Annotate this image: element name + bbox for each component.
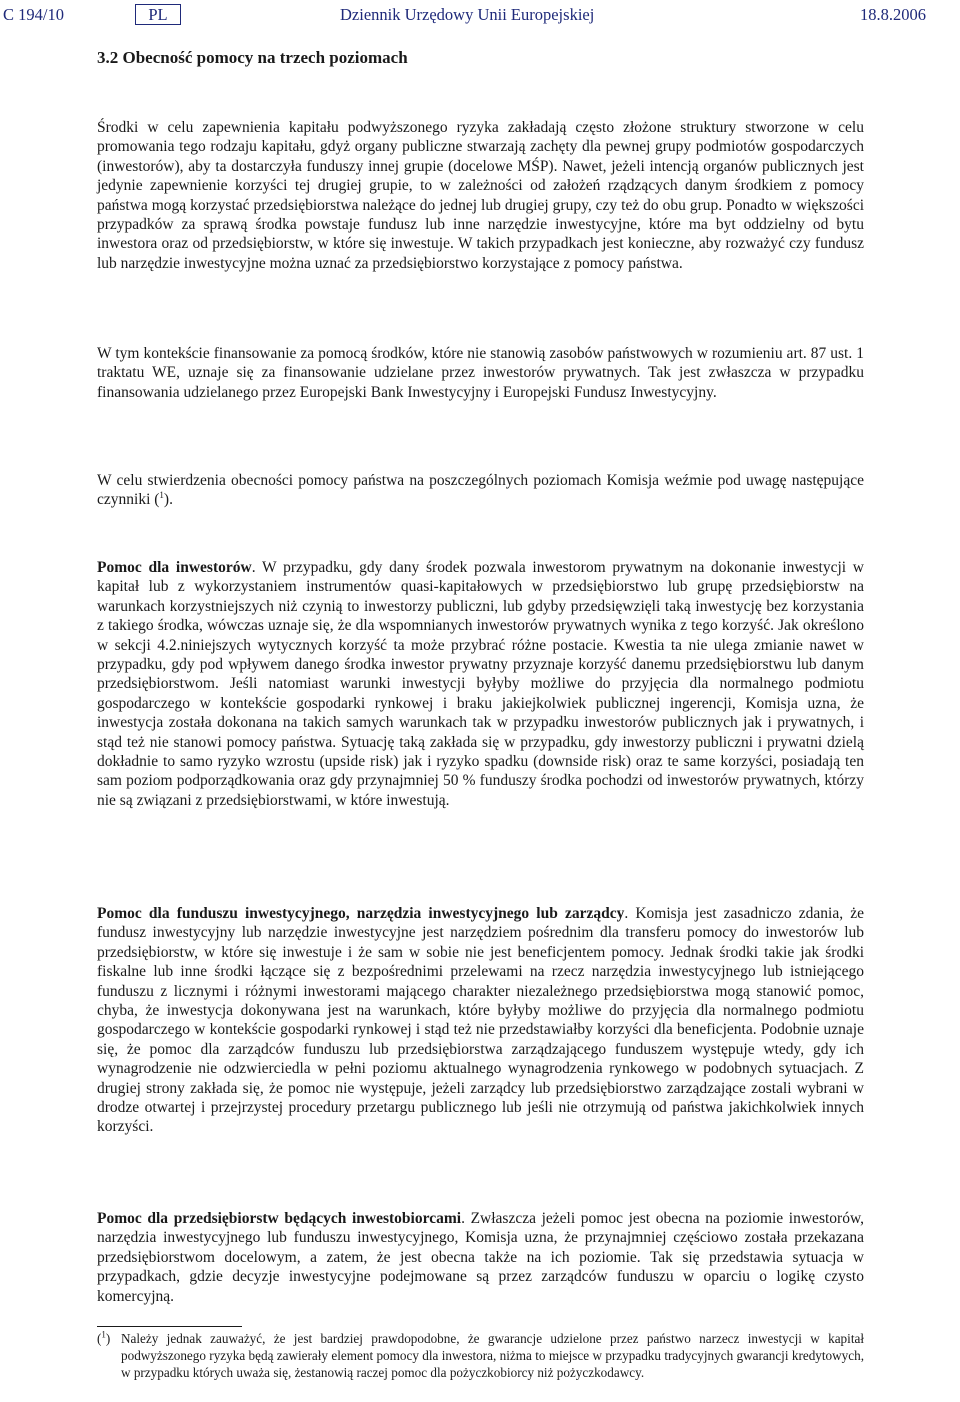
language-code: PL	[135, 4, 181, 25]
paragraph-text: W tym kontekście finansowanie za pomocą środków, które nie stanowią zasobów państwowych w rozumieniu art. 87 ust. 1 traktatu WE, uznaje się za finansowanie udzielane przez inwestorów prywatnych. Tak jest zwłaszcza w przypadku finansowania udzielanego przez Europejski Bank Inwestycyjny i Europejski Fundusz Inwestycyjny.	[97, 345, 864, 401]
paragraph-ebi-funding	[97, 344, 864, 402]
footnote-mark-number: 1	[101, 1329, 106, 1340]
paragraph-heading: Pomoc dla funduszu inwestycyjnego, narzędzia inwestycyjnego lub zarządcy	[97, 905, 625, 922]
paragraph-heading: Pomoc dla inwestorów	[97, 559, 252, 576]
paragraph-aid-enterprises	[97, 1209, 864, 1306]
paragraph-aid-fund	[97, 904, 864, 1137]
footnote-mark-close: )	[105, 1331, 111, 1346]
journal-title: Dziennik Urzędowy Unii Europejskiej	[340, 5, 595, 24]
paragraph-text: W celu stwierdzenia obecności pomocy państwa na poszczególnych poziomach Komisja weźmie pod uwagę następujące czynniki (	[97, 472, 864, 509]
paragraph-text: ).	[163, 491, 173, 509]
journal-reference: C 194/10	[3, 5, 64, 24]
footnote-divider	[97, 1326, 242, 1327]
paragraph-factors	[97, 471, 864, 510]
paragraph-structures	[97, 118, 864, 273]
footnote-marker	[97, 1330, 110, 1347]
footnote-text: Należy jednak zauważyć, że jest bardziej prawdopodobne, że gwarancje udzielone przez państwo narzecz inwestycji w kapitał podwyższonego ryzyka będą zawierały element pomocy dla inwestora, niżma to miejsce w przypadku tradycyjnych gwarancji kredytowych, w przypadku których uważa się, żestanowią raczej pomoc dla pożyczkobiorcy niż pożyczkodawcy.	[121, 1331, 864, 1380]
footnote-ref[interactable]: 1	[159, 490, 164, 501]
footnote	[97, 1330, 864, 1381]
section-title: 3.2 Obecność pomocy na trzech poziomach	[97, 48, 408, 67]
paragraph-text: Środki w celu zapewnienia kapitału podwyższonego ryzyka zakładają często złożone struktury stworzone w celu promowania tego rodzaju kapitału, gdyż organy publiczne stwarzają zachęty dla pewnej grupy podmiotów gospodarczych (inwestorów), aby ta dostarczyła funduszy innej grupie (docelowe MŚP). Nawet, jeżeli intencją organów publicznych jest jedynie zapewnienie korzyści tej drugiej grupie, to w zależności od założeń rządzących danym środkiem z pomocy państwa mogą korzystać przedsiębiorstwa należące do jednej lub drugiej grupy, czy też do obu grup. Ponadto w większości przypadków za sprawą środka powstaje fundusz lub inne narzędzie inwestycyjne, które ma byt oddzielny od bytu inwestora oraz od przedsiębiorstw, w które się inwestuje. W takich przypadkach jest konieczne, aby rozważyć czy fundusz lub narzędzie inwestycyjne można uznać za przedsiębiorstwo korzystające z pomocy państwa.	[97, 119, 864, 272]
paragraph-heading: Pomoc dla przedsiębiorstw będących inwestobiorcami	[97, 1210, 462, 1227]
paragraph-text: . W przypadku, gdy dany środek pozwala inwestorom prywatnym na dokonanie inwestycji w kapitał lub z wykorzystaniem instrumentów quasi-kapitałowych w przedsiębiorstwo lub grupę przedsiębiorstw na warunkach korzystniejszych niż czynią to inwestorzy publiczni, lub gdyby przedsięwzięli taką inwestycję bez korzystania z takiego środka, wówczas uznaje się, że dla wspomnianych inwestorów prywatnych wynika z tego korzyść. Jak określono w sekcji 4.2.niniejszych wytycznych korzyść ta może przybrać różne postacie. Kwestia ta nie ulega zmianie nawet w przypadku, gdy pod wpływem danego środka inwestor prywatny przyznaje korzyść danemu przedsiębiorstwu lub danym przedsiębiorstwom. Jeśli natomiast warunki inwestycji byłyby możliwe do przyjęcia dla normalnego podmiotu gospodarczego w kontekście gospodarki rynkowej i braku jakiejkolwiek publicznej ingerencji, Komisja uzna, że inwestycja została dokonana na takich samych warunkach tak w przypadku inwestorów publicznych jak i prywatnych, i stąd też nie stanowi pomocy państwa. Sytuację taką zakłada się w przypadku, gdy inwestorzy publiczni i prywatni dzielą dokładnie to samo ryzyko wzrostu (upside risk) jak i ryzyko spadku (downside risk) oraz te same korzyści, posiadają ten sam poziom podporządkowania oraz gdy przynajmniej 50 % funduszy środka pochodzi od inwestorów prywatnych, którzy nie są związani z przedsiębiorstwami, w które inwestują.	[97, 559, 865, 809]
page-header	[0, 0, 960, 30]
paragraph-aid-investors	[97, 558, 864, 810]
paragraph-text: . Komisja jest zasadniczo zdania, że fundusz inwestycyjny lub narzędzie inwestycyjne jest narzędziem pośrednim dla transferu pomocy do inwestorów lub przedsiębiorstw, w które się inwestuje i że sam w sobie nie jest beneficjentem pomocy. Jednak środki takie jak środki fiskalne lub inne środki łączące się z bezpośrednimi przelewami na rzecz narzędzia inwestycyjnego lub istniejącego funduszu z licznymi i różnymi inwestorami mającego charakter niezależnego przedsiębiorstwa mogą stanowić pomoc, chyba, że inwestycja dokonywana jest na warunkach, które byłyby możliwe do przyjęcia dla normalnego podmiotu gospodarczego w kontekście gospodarki rynkowej i stąd też nie przedstawiałby korzyści dla beneficjenta. Podobnie uznaje się, że pomoc dla zarządców funduszu lub przedsiębiorstwa zarządzającego funduszem występuje wtedy, gdy ich wynagrodzenie nie odzwierciedla w pełni poziomu aktualnego wynagrodzenia rynkowego w podobnych sytuacjach. Z drugiej strony zakłada się, że pomoc nie występuje, jeżeli zarządcy lub przedsiębiorstwo zarządzające zostali wybrani w drodze otwartej i przejrzystej procedury przetargu publicznego lub jeśli nie otrzymują od państwa jakichkolwiek innych korzyści.	[97, 905, 864, 1136]
paragraph-text: . Zwłaszcza jeżeli pomoc jest obecna na poziomie inwestorów, narzędzia inwestycyjnego lub funduszu inwestycyjnego, Komisja uzna, że przynajmniej częściowo została przekazana przedsiębiorstwom docelowym, a zatem, że jest obecna także na ich poziomie. Tak się przedstawia sytuacja w przypadkach, gdzie decyzje inwestycyjne podejmowane są przez zarządców funduszu w oparciu o logikę czysto komercyjną.	[97, 1210, 865, 1305]
footnote-mark-open: (	[97, 1331, 102, 1346]
publication-date: 18.8.2006	[860, 5, 926, 24]
